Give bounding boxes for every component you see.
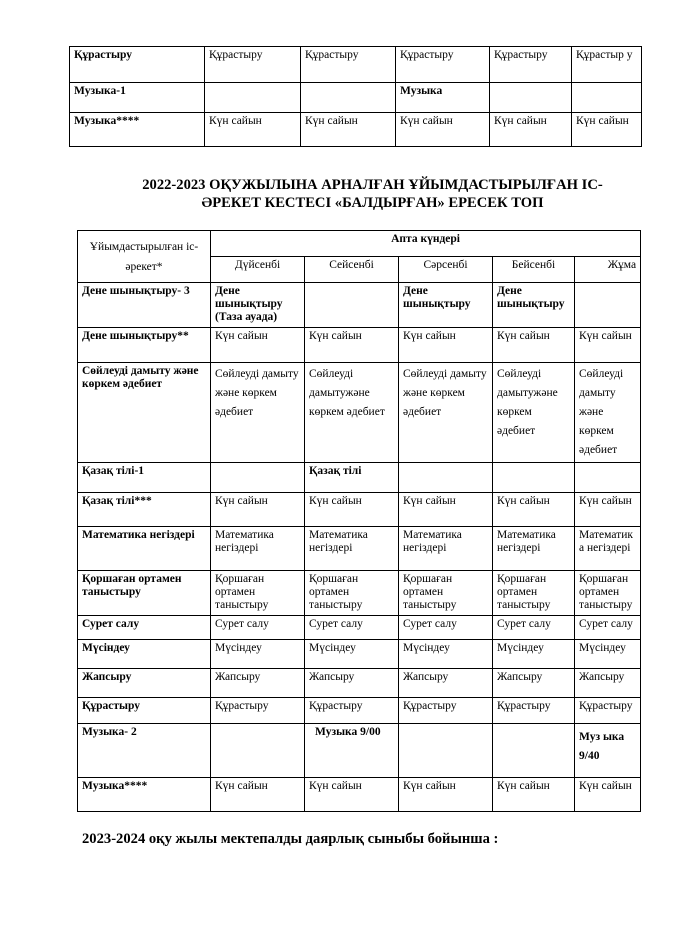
day-header-tuesday: Сейсенбі xyxy=(305,257,399,283)
schedule-cell: Күн сайын xyxy=(575,778,641,812)
schedule-cell: Мүсіндеу xyxy=(305,640,399,669)
activity-label: Сурет салу xyxy=(78,616,211,640)
schedule-cell: Дене шынықтыру xyxy=(399,283,493,328)
table-row xyxy=(78,363,641,463)
schedule-cell xyxy=(205,83,301,113)
schedule-cell: Құрастыр у xyxy=(572,47,642,83)
activity-label: Музыка**** xyxy=(78,778,211,812)
activity-label: Жапсыру xyxy=(78,669,211,698)
schedule-cell: Жапсыру xyxy=(211,669,305,698)
activity-column-header: Ұйымдастырылған іс-әрекет* xyxy=(78,231,211,283)
schedule-cell xyxy=(490,83,572,113)
schedule-cell: Күн сайын xyxy=(211,328,305,363)
schedule-cell: Сурет салу xyxy=(211,616,305,640)
schedule-cell: Дене шынықтыру xyxy=(493,283,575,328)
schedule-cell: Күн сайын xyxy=(493,778,575,812)
schedule-cell: Күн сайын xyxy=(305,778,399,812)
activity-label: Қазақ тілі-1 xyxy=(78,463,211,493)
activity-label: Құрастыру xyxy=(78,698,211,724)
schedule-cell xyxy=(493,463,575,493)
table-row xyxy=(78,527,641,571)
main-schedule-table xyxy=(77,230,641,812)
table-row xyxy=(78,328,641,363)
schedule-cell: Күн сайын xyxy=(490,113,572,147)
schedule-cell: Сөйлеуді дамыту және көркем әдебиет xyxy=(211,363,305,463)
activity-label: Қазақ тілі*** xyxy=(78,493,211,527)
schedule-cell: Құрастыру xyxy=(211,698,305,724)
schedule-cell: Қоршаған ортамен таныстыру xyxy=(211,571,305,616)
activity-label: Сөйлеуді дамыту және көркем әдебиет xyxy=(78,363,211,463)
top-schedule-table xyxy=(69,46,642,147)
table-header-row xyxy=(78,231,641,257)
day-header-wednesday: Сәрсенбі xyxy=(399,257,493,283)
page-title-line2: ӘРЕКЕТ КЕСТЕСІ «БАЛДЫРҒАН» ЕРЕСЕК ТОП xyxy=(201,195,544,211)
schedule-cell xyxy=(572,83,642,113)
schedule-cell xyxy=(305,283,399,328)
schedule-cell: Мүсіндеу xyxy=(399,640,493,669)
table-row xyxy=(70,113,642,147)
schedule-cell: Күн сайын xyxy=(399,328,493,363)
schedule-cell: Математика негіздері xyxy=(399,527,493,571)
schedule-cell: Қазақ тілі xyxy=(305,463,399,493)
schedule-cell: Қоршаған ортамен таныстыру xyxy=(305,571,399,616)
activity-label: Музыка**** xyxy=(70,113,205,147)
schedule-cell: Күн сайын xyxy=(493,493,575,527)
schedule-cell: Математика негіздері xyxy=(211,527,305,571)
schedule-cell: Муз ыка 9/40 xyxy=(575,724,641,778)
schedule-cell xyxy=(575,463,641,493)
schedule-cell: Күн сайын xyxy=(211,493,305,527)
table-row xyxy=(78,463,641,493)
schedule-cell: Сурет салу xyxy=(493,616,575,640)
schedule-cell: Құрастыру xyxy=(493,698,575,724)
activity-label: Мүсіндеу xyxy=(78,640,211,669)
table-row xyxy=(70,83,642,113)
schedule-cell: Күн сайын xyxy=(305,328,399,363)
schedule-cell: Сурет салу xyxy=(305,616,399,640)
schedule-cell xyxy=(211,724,305,778)
table-row xyxy=(78,283,641,328)
schedule-cell: Күн сайын xyxy=(211,778,305,812)
activity-label: Қоршаған ортамен таныстыру xyxy=(78,571,211,616)
schedule-cell: Күн сайын xyxy=(572,113,642,147)
schedule-cell xyxy=(575,283,641,328)
schedule-cell: Сөйлеуді дамыту және көркем әдебиет xyxy=(575,363,641,463)
schedule-cell: Күн сайын xyxy=(396,113,490,147)
table-row xyxy=(78,571,641,616)
weekdays-header: Апта күндері xyxy=(211,231,641,257)
activity-label: Математика негіздері xyxy=(78,527,211,571)
schedule-cell: Жапсыру xyxy=(305,669,399,698)
schedule-cell: Музыка 9/00 xyxy=(305,724,399,778)
activity-label: Дене шынықтыру** xyxy=(78,328,211,363)
schedule-cell: Күн сайын xyxy=(305,493,399,527)
schedule-cell: Қоршаған ортамен таныстыру xyxy=(493,571,575,616)
schedule-cell: Мүсіндеу xyxy=(493,640,575,669)
table-row xyxy=(70,47,642,83)
schedule-cell: Дене шынықтыру (Таза ауада) xyxy=(211,283,305,328)
table-row xyxy=(78,724,641,778)
schedule-cell: Құрастыру xyxy=(490,47,572,83)
schedule-cell: Күн сайын xyxy=(301,113,396,147)
schedule-cell: Құрастыру xyxy=(205,47,301,83)
table-row xyxy=(78,493,641,527)
schedule-cell: Сөйлеуді дамыту және көркем әдебиет xyxy=(399,363,493,463)
schedule-cell: Күн сайын xyxy=(493,328,575,363)
activity-label: Құрастыру xyxy=(70,47,205,83)
table-row xyxy=(78,778,641,812)
schedule-cell: Математика негіздері xyxy=(305,527,399,571)
schedule-cell xyxy=(399,724,493,778)
schedule-cell: Жапсыру xyxy=(493,669,575,698)
schedule-cell: Жапсыру xyxy=(575,669,641,698)
schedule-cell xyxy=(301,83,396,113)
table-row xyxy=(78,640,641,669)
activity-label: Музыка- 2 xyxy=(78,724,211,778)
schedule-cell: Құрастыру xyxy=(399,698,493,724)
schedule-cell: Сөйлеуді дамытужәне көркем әдебиет xyxy=(305,363,399,463)
table-row xyxy=(78,669,641,698)
schedule-cell: Сурет салу xyxy=(575,616,641,640)
schedule-cell: Күн сайын xyxy=(205,113,301,147)
section-heading: 2023-2024 оқу жылы мектепалды даярлық сыныбы бойынша : xyxy=(82,831,499,847)
schedule-cell: Музыка xyxy=(396,83,490,113)
day-header-monday: Дүйсенбі xyxy=(211,257,305,283)
schedule-cell: Жапсыру xyxy=(399,669,493,698)
activity-label: Дене шынықтыру- 3 xyxy=(78,283,211,328)
schedule-cell: Құрастыру xyxy=(305,698,399,724)
day-header-thursday: Бейсенбі xyxy=(493,257,575,283)
schedule-cell: Күн сайын xyxy=(399,493,493,527)
table-row xyxy=(78,698,641,724)
schedule-cell: Қоршаған ортамен таныстыру xyxy=(575,571,641,616)
schedule-cell: Күн сайын xyxy=(575,493,641,527)
schedule-cell xyxy=(399,463,493,493)
schedule-cell: Сурет салу xyxy=(399,616,493,640)
schedule-cell xyxy=(493,724,575,778)
schedule-cell: Құрастыру xyxy=(575,698,641,724)
schedule-cell: Күн сайын xyxy=(575,328,641,363)
schedule-cell: Мүсіндеу xyxy=(575,640,641,669)
schedule-cell: Құрастыру xyxy=(396,47,490,83)
schedule-cell xyxy=(211,463,305,493)
activity-label: Музыка-1 xyxy=(70,83,205,113)
schedule-cell: Құрастыру xyxy=(301,47,396,83)
schedule-cell: Мүсіндеу xyxy=(211,640,305,669)
schedule-cell: Күн сайын xyxy=(399,778,493,812)
schedule-cell: Қоршаған ортамен таныстыру xyxy=(399,571,493,616)
schedule-cell: Сөйлеуді дамытужәне көркем әдебиет xyxy=(493,363,575,463)
schedule-cell: Математика негіздері xyxy=(493,527,575,571)
table-row xyxy=(78,616,641,640)
schedule-cell: Математика негіздері xyxy=(575,527,641,571)
day-header-friday: Жұма xyxy=(575,257,641,283)
page-title-line1: 2022-2023 ОҚУЖЫЛЫНА АРНАЛҒАН ҰЙЫМДАСТЫРЫЛҒАН ІС- xyxy=(142,177,603,193)
